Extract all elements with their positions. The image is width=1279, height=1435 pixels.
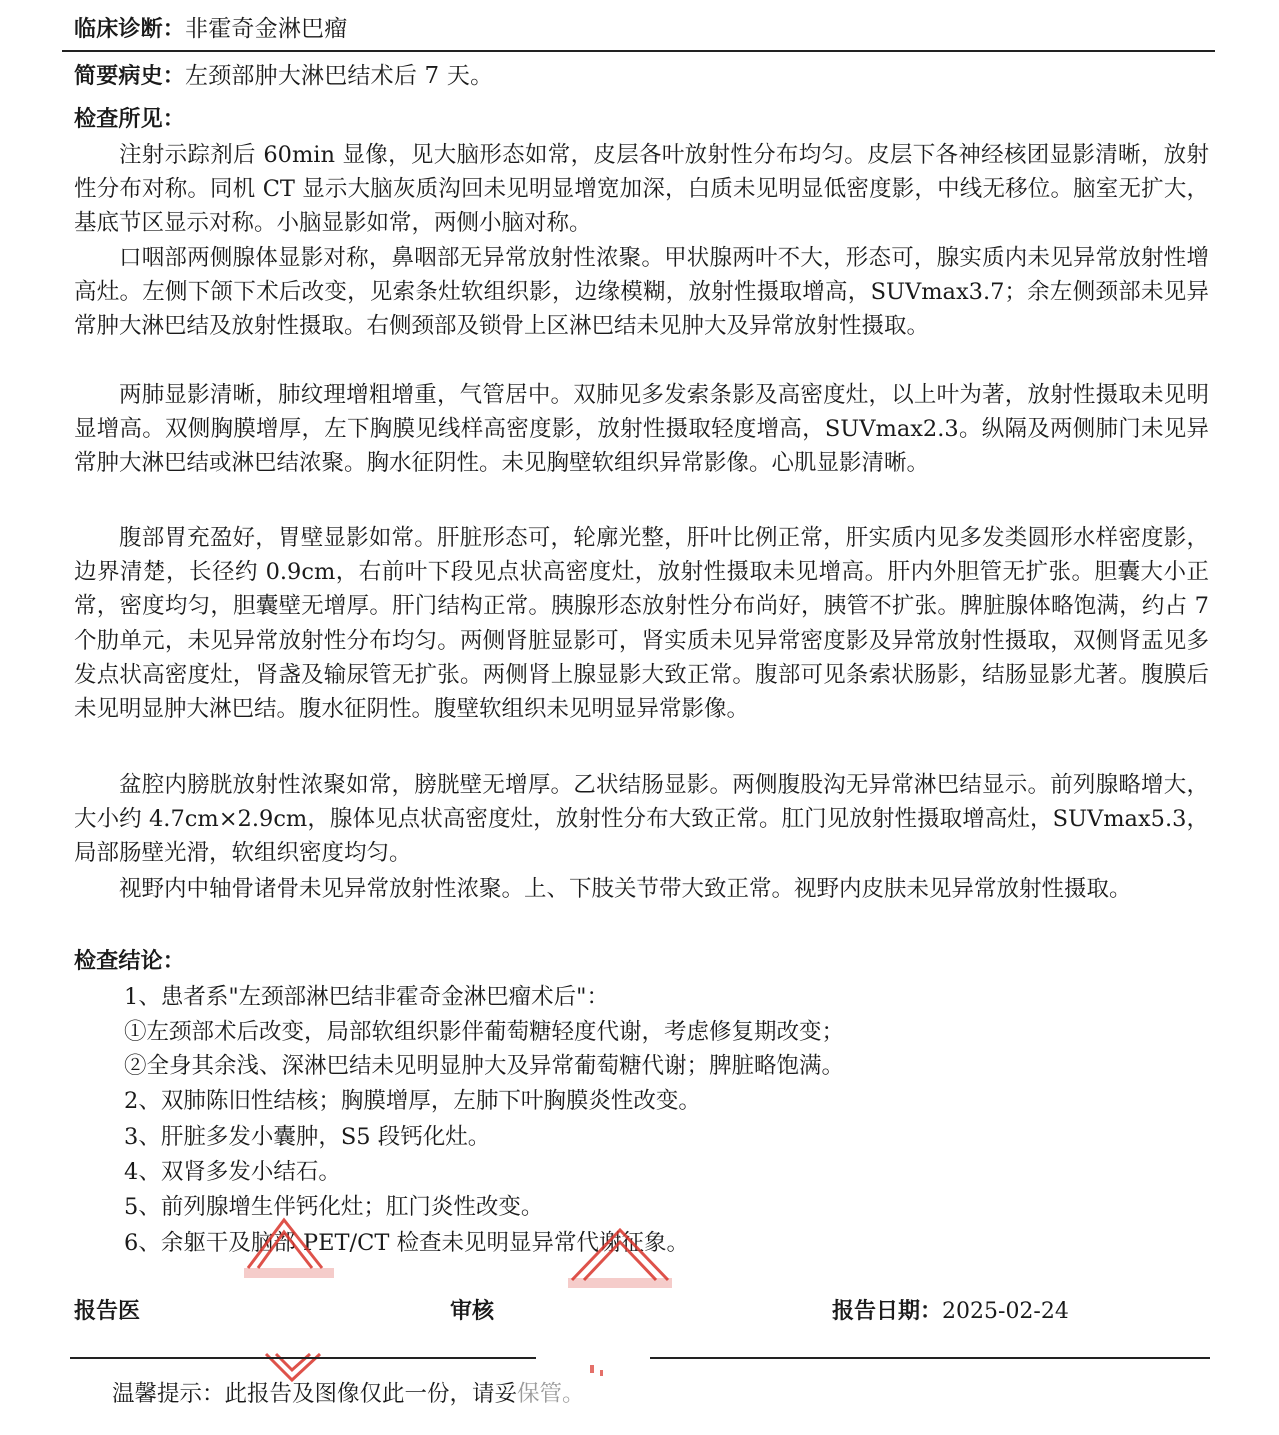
diagnosis-label: 临床诊断： [74,17,186,42]
conclusion-item: 2、双肺陈旧性结核；胸膜增厚，左肺下叶胸膜炎性改变。 [124,1088,701,1114]
report-date-label: 报告日期： [832,1299,943,1324]
doctor-label: 报告医 [74,1299,141,1324]
conclusion-item: 3、肝脏多发小囊肿，S5 段钙化灶。 [124,1124,491,1150]
findings-paragraph-neck: 口咽部两侧腺体显影对称，鼻咽部无异常放射性浓聚。甲状腺两叶不大，形态可，腺实质内未见异常放射性增高灶。左侧下颌下术后改变，见索条灶软组织影，边缘模糊，放射性摄取增高，SUVmax3.7；余左侧颈部未见异常肿大淋巴结及放射性摄取。右侧颈部及锁骨上区淋巴结未见肿大及异常放射性摄取。 [74,245,1209,340]
report-date [832,1294,1069,1325]
findings-paragraph-pelvis: 盆腔内膀胱放射性浓聚如常，膀胱壁无增厚。乙状结肠显影。两侧腹股沟无异常淋巴结显示。前列腺略增大，大小约 4.7cm×2.9cm，腺体见点状高密度灶，放射性分布大致正常。肛门见放射性摄取增高灶，SUVmax5.3，局部肠壁光滑，软组织密度均匀。 [74,772,1209,867]
findings-paragraph-abdomen: 腹部胃充盈好，胃壁显影如常。肝脏形态可，轮廓光整，肝叶比例正常，肝实质内见多发类圆形水样密度影，边界清楚，长径约 0.9cm，右前叶下段见点状高密度灶，放射性摄取未见增高。肝内外胆管无扩张。胆囊大小正常，密度均匀，胆囊壁无增厚。肝门结构正常。胰腺形态放射性分布尚好，胰管不扩张。脾脏腺体略饱满，约占 7 个肋单元，未见异常放射性分布均匀。两侧肾脏显影可，肾实质未见异常密度影及异常放射性摄取，双侧肾盂见多发点状高密度灶，肾盏及输尿管无扩张。两侧肾上腺显影大致正常。腹部可见条索状肠影，结肠显影尤著。腹膜后未见明显肿大淋巴结。腹水征阴性。腹壁软组织未见明显异常影像。 [74,525,1209,723]
conclusion-item: 1、患者系"左颈部淋巴结非霍奇金淋巴瘤术后"： [124,984,610,1010]
notice-text: 温馨提示：此报告及图像仅此一份，请妥 [112,1381,518,1407]
report-date-value: 2025-02-24 [942,1299,1069,1324]
conclusion-item: 6、余躯干及脑部 PET/CT 检查未见明显异常代谢征象。 [124,1230,689,1256]
bottom-divider-left [70,1357,536,1359]
history-label: 简要病史： [74,64,186,89]
bottom-divider-right [650,1357,1210,1359]
history-value: 左颈部肿大淋巴结术后 7 天。 [185,63,494,89]
findings-paragraph-chest: 两肺显影清晰，肺纹理增粗增重，气管居中。双肺见多发索条影及高密度灶，以上叶为著，放射性摄取未见明显增高。双侧胸膜增厚，左下胸膜见线样高密度影，放射性摄取轻度增高，SUVmax2.3。纵隔及两侧肺门未见异常肿大淋巴结或淋巴结浓聚。胸水征阴性。未见胸壁软组织异常影像。心肌显影清晰。 [74,382,1209,477]
findings-paragraph-bone: 视野内中轴骨诸骨未见异常放射性浓聚。上、下肢关节带大致正常。视野内皮肤未见异常放射性摄取。 [119,876,1132,902]
conclusion-item: ①左颈部术后改变，局部软组织影伴葡萄糖轻度代谢，考虑修复期改变； [124,1019,845,1045]
findings-paragraph-brain: 注射示踪剂后 60min 显像，见大脑形态如常，皮层各叶放射性分布均匀。皮层下各神经核团显影清晰，放射性分布对称。同机 CT 显示大脑灰质沟回未见明显增宽加深，白质未见明显低密度影，中线无移位。脑室无扩大，基底节区显示对称。小脑显影如常，两侧小脑对称。 [74,142,1209,237]
conclusion-item: 4、双肾多发小结石。 [124,1159,341,1185]
notice-tail: 保管。 [517,1381,585,1407]
conclusion-item: 5、前列腺增生伴钙化灶；肛门炎性改变。 [124,1194,544,1220]
conclusion-label: 检查结论： [74,949,186,974]
findings-label: 检查所见： [74,107,186,132]
notice [112,1376,585,1408]
diagnosis-value: 非霍奇金淋巴瘤 [185,16,348,42]
reviewer-label: 审核 [450,1299,495,1324]
conclusion-item: ②全身其余浅、深淋巴结未见明显肿大及异常葡萄糖代谢；脾脏略饱满。 [124,1053,845,1079]
